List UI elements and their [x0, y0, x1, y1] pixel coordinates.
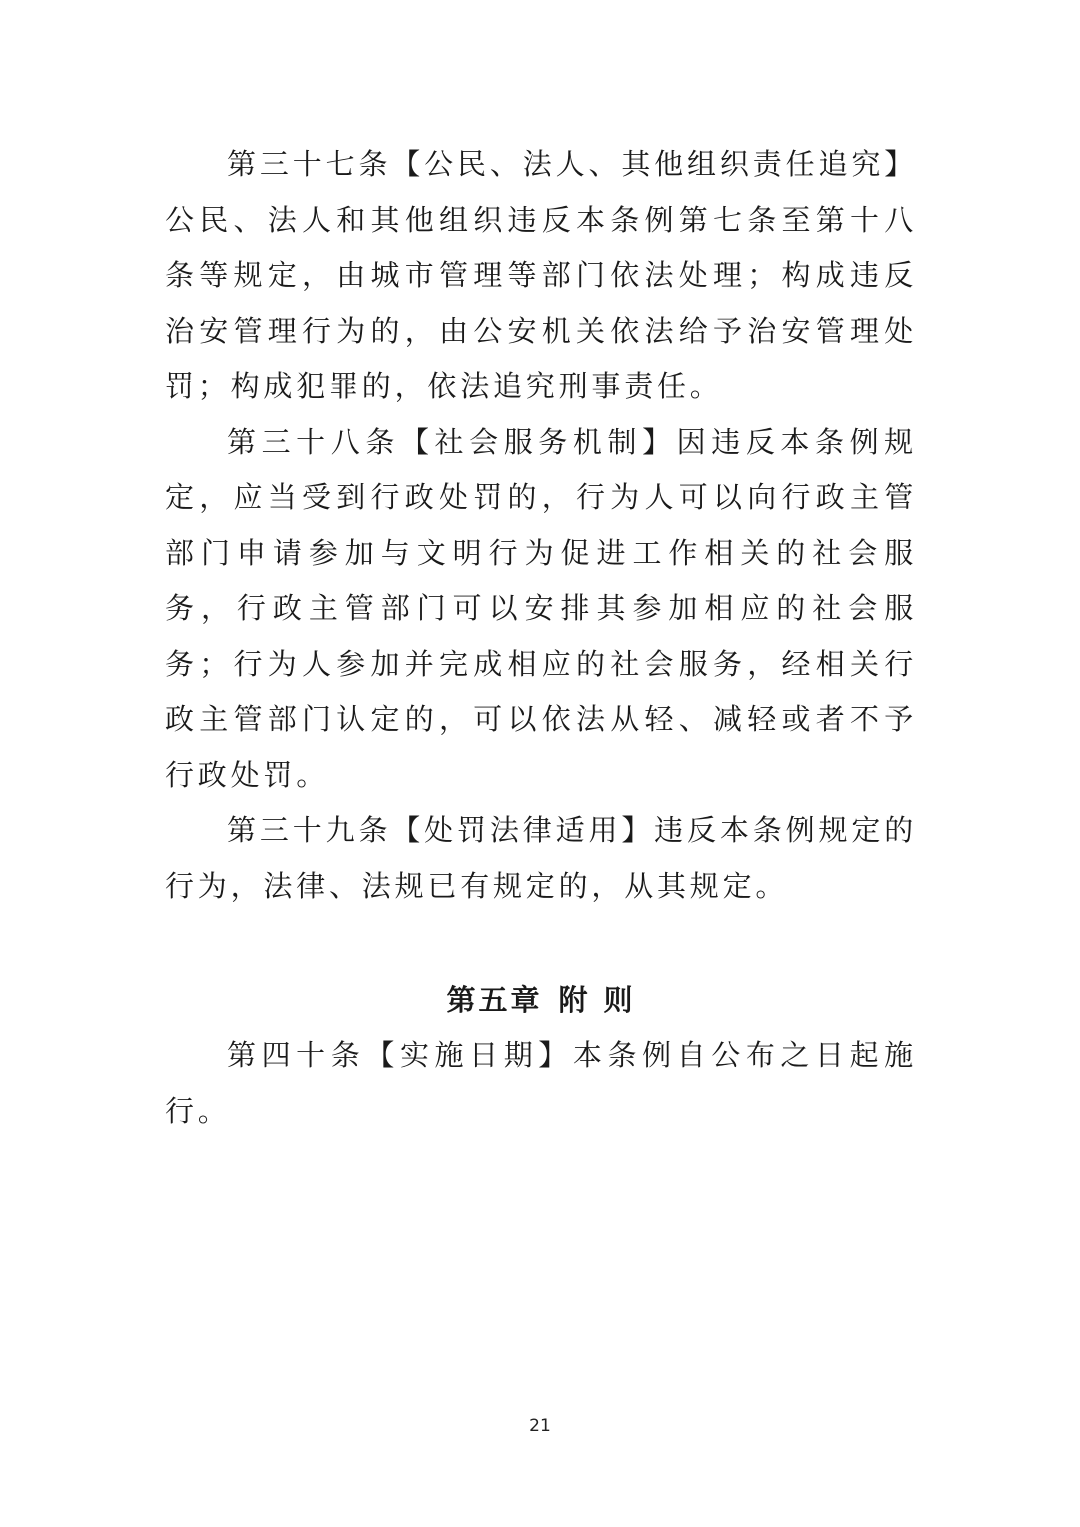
- article-37-paragraph: 第三十七条【公民、法人、其他组织责任追究】公民、法人和其他组织违反本条例第七条至第十八条等规定，由城市管理等部门依法处理；构成违反治安管理行为的，由公安机关依法给予治安管理处罚；构成犯罪的，依法追究刑事责任。: [165, 147, 917, 403]
- page-number: 21: [529, 1416, 551, 1436]
- chapter-title: [165, 980, 917, 1020]
- article-39-paragraph: 第三十九条【处罚法律适用】违反本条例规定的行为，法律、法规已有规定的，从其规定。: [165, 813, 917, 903]
- chapter-name: 附 则: [558, 983, 636, 1017]
- chapter-number: 第五章: [446, 983, 543, 1017]
- document-body: [165, 137, 917, 1139]
- article-38-paragraph: 第三十八条【社会服务机制】因违反本条例规定，应当受到行政处罚的，行为人可以向行政主管部门申请参加与文明行为促进工作相关的社会服务，行政主管部门可以安排其参加相应的社会服务；行为人参加并完成相应的社会服务，经相关行政主管部门认定的，可以依法从轻、减轻或者不予行政处罚。: [165, 424, 917, 792]
- article-40-paragraph: 第四十条【实施日期】本条例自公布之日起施行。: [165, 1038, 917, 1128]
